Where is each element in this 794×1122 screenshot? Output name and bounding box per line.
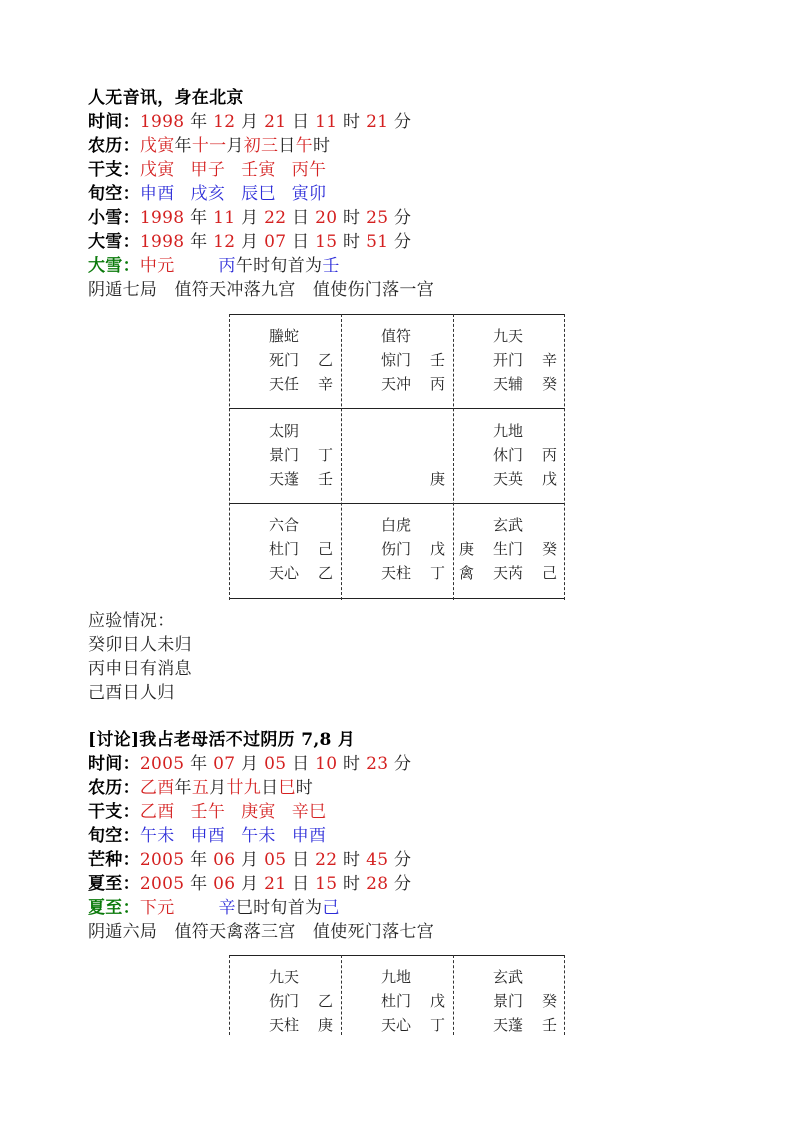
unit-minute: 分 xyxy=(394,232,412,252)
unit-month: 月 xyxy=(241,850,259,870)
section2-lunar-line xyxy=(88,776,313,800)
yuan-value: 中元 xyxy=(139,256,175,276)
term1-month: 06 xyxy=(213,850,236,870)
xunkong-label: 旬空： xyxy=(88,184,140,204)
palace-star-stem: 壬 xyxy=(542,1016,558,1034)
palace-star-stem: 辛 xyxy=(318,375,334,393)
palace-door-stem: 戊 xyxy=(430,992,446,1010)
ganzhi-label: 干支： xyxy=(88,160,140,180)
palace-star: 天冲 xyxy=(381,375,412,393)
palace-door-stem: 癸 xyxy=(542,992,558,1010)
grid-vline xyxy=(341,955,342,1035)
unit-hour: 时 xyxy=(295,778,313,798)
time-month: 12 xyxy=(213,112,236,132)
unit-year: 年 xyxy=(190,850,208,870)
unit-hour: 时 xyxy=(312,136,331,156)
grid-border-top xyxy=(229,314,565,315)
verification-label: 应验情况： xyxy=(88,611,175,631)
hour-stem: 辛 xyxy=(218,898,236,918)
unit-month: 月 xyxy=(241,754,259,774)
time-hour: 11 xyxy=(315,112,338,132)
unit-minute: 分 xyxy=(394,208,412,228)
unit-month: 月 xyxy=(241,208,259,228)
term2-label: 大雪： xyxy=(88,232,140,252)
time-year: 1998 xyxy=(139,112,185,132)
time-minute: 21 xyxy=(366,112,389,132)
lunar-hour: 巳 xyxy=(278,778,296,798)
unit-hour: 时 xyxy=(343,850,361,870)
palace-star: 天柱 xyxy=(381,564,412,582)
palace-star-stem: 丁 xyxy=(430,1016,446,1034)
time-label: 时间： xyxy=(88,112,140,132)
palace-extra-star: 禽 xyxy=(459,564,475,582)
term1-minute: 45 xyxy=(366,850,389,870)
palace-door: 景门 xyxy=(269,446,300,464)
palace-door-stem: 壬 xyxy=(430,351,446,369)
palace-extra-stem: 庚 xyxy=(459,540,475,558)
grid-vline xyxy=(229,955,230,1035)
palace-door: 伤门 xyxy=(381,540,412,558)
unit-day: 日 xyxy=(292,874,310,894)
palace-star: 天心 xyxy=(381,1016,412,1034)
section1-ganzhi-line xyxy=(88,158,326,182)
palace-star: 天辅 xyxy=(493,375,524,393)
lunar-year: 乙酉 xyxy=(139,778,175,798)
unit-minute: 分 xyxy=(394,112,412,132)
term1-day: 22 xyxy=(264,208,287,228)
grid-vline xyxy=(453,314,454,600)
time-hour: 10 xyxy=(315,754,338,774)
unit-year: 年 xyxy=(190,232,208,252)
yuan-value: 下元 xyxy=(139,898,175,918)
palace-center-stem: 庚 xyxy=(430,470,446,488)
palace-star-stem: 己 xyxy=(542,564,558,582)
term2-minute: 28 xyxy=(366,874,389,894)
xunshou-head: 己 xyxy=(322,898,340,918)
palace-star: 天心 xyxy=(269,564,300,582)
unit-day: 日 xyxy=(292,850,310,870)
palace-god: 九天 xyxy=(493,327,524,345)
palace-star-stem: 丁 xyxy=(430,564,446,582)
grid-divider xyxy=(229,408,565,409)
palace-god: 六合 xyxy=(269,516,300,534)
palace-god: 值符 xyxy=(381,327,412,345)
unit-year: 年 xyxy=(174,778,192,798)
ganzhi-hour: 丙午 xyxy=(291,160,327,180)
section2-term2-line xyxy=(88,872,411,896)
unit-month: 月 xyxy=(241,874,259,894)
xunkong-day: 午未 xyxy=(241,826,276,846)
palace-god: 白虎 xyxy=(381,516,412,534)
xunkong-hour: 申酉 xyxy=(291,826,327,846)
term2-year: 1998 xyxy=(139,232,185,252)
section1-lunar-line xyxy=(88,134,330,158)
ganzhi-year: 乙酉 xyxy=(139,802,175,822)
xunkong-label: 旬空： xyxy=(88,826,140,846)
unit-day: 日 xyxy=(278,136,296,156)
yuan-label: 夏至： xyxy=(88,898,140,918)
time-minute: 23 xyxy=(366,754,389,774)
unit-hour: 时 xyxy=(343,754,361,774)
lunar-month: 十一 xyxy=(191,136,227,156)
term1-hour: 20 xyxy=(315,208,338,228)
palace-door: 死门 xyxy=(269,351,300,369)
unit-month: 月 xyxy=(241,232,259,252)
palace-door-stem: 辛 xyxy=(542,351,558,369)
grid-divider xyxy=(229,503,565,504)
palace-door-stem: 丙 xyxy=(542,446,558,464)
time-year: 2005 xyxy=(139,754,185,774)
ganzhi-year: 戊寅 xyxy=(139,160,175,180)
unit-hour: 时 xyxy=(343,112,361,132)
palace-star-stem: 乙 xyxy=(318,564,334,582)
palace-door: 杜门 xyxy=(269,540,300,558)
ganzhi-month: 壬午 xyxy=(190,802,226,822)
unit-day: 日 xyxy=(261,778,279,798)
palace-star: 天蓬 xyxy=(269,470,300,488)
palace-god: 九地 xyxy=(381,968,412,986)
yuan-label: 大雪： xyxy=(88,256,140,276)
section2-yuan-line xyxy=(88,896,340,920)
unit-year: 年 xyxy=(190,754,208,774)
palace-door: 开门 xyxy=(493,351,524,369)
ganzhi-month: 甲子 xyxy=(190,160,226,180)
term1-year: 1998 xyxy=(139,208,185,228)
palace-door-stem: 戊 xyxy=(430,540,446,558)
section2-ganzhi-line xyxy=(88,800,326,824)
term1-hour: 22 xyxy=(315,850,338,870)
xunkong-year: 申酉 xyxy=(139,184,175,204)
palace-door-stem: 乙 xyxy=(318,992,334,1010)
time-month: 07 xyxy=(213,754,236,774)
ganzhi-hour: 辛巳 xyxy=(291,802,327,822)
unit-year: 年 xyxy=(190,208,208,228)
term2-hour: 15 xyxy=(315,874,338,894)
palace-door-stem: 丁 xyxy=(318,446,334,464)
palace-god: 玄武 xyxy=(493,516,524,534)
xunshou-text: 巳时旬首为 xyxy=(235,898,323,918)
unit-year: 年 xyxy=(190,874,208,894)
term2-year: 2005 xyxy=(139,874,185,894)
grid-vline xyxy=(341,314,342,600)
grid-border-bottom xyxy=(229,598,565,599)
section2-term1-line xyxy=(88,848,411,872)
palace-star: 天芮 xyxy=(493,564,524,582)
palace-door: 景门 xyxy=(493,992,524,1010)
palace-star: 天柱 xyxy=(269,1016,300,1034)
section1-xunkong-line xyxy=(88,182,326,206)
unit-minute: 分 xyxy=(394,754,412,774)
grid-border-top xyxy=(229,955,565,956)
hour-stem: 丙 xyxy=(218,256,236,276)
xunkong-month: 戌亥 xyxy=(190,184,226,204)
term1-label: 小雪： xyxy=(88,208,140,228)
palace-star: 天任 xyxy=(269,375,300,393)
term2-month: 12 xyxy=(213,232,236,252)
ganzhi-day: 壬寅 xyxy=(241,160,276,180)
unit-year: 年 xyxy=(190,112,208,132)
grid-vline xyxy=(453,955,454,1035)
section2-time-line xyxy=(88,752,411,776)
term1-label: 芒种： xyxy=(88,850,140,870)
unit-day: 日 xyxy=(292,112,310,132)
palace-door: 生门 xyxy=(493,540,524,558)
palace-door: 杜门 xyxy=(381,992,412,1010)
time-label: 时间： xyxy=(88,754,140,774)
unit-month: 月 xyxy=(241,112,259,132)
section2-ju-line: 阴遁六局 值符天禽落三宫 值使死门落七宫 xyxy=(88,922,434,942)
unit-hour: 时 xyxy=(343,208,361,228)
palace-door: 伤门 xyxy=(269,992,300,1010)
palace-door-stem: 己 xyxy=(318,540,334,558)
unit-hour: 时 xyxy=(343,874,361,894)
palace-god: 太阴 xyxy=(269,422,300,440)
time-day: 05 xyxy=(264,754,287,774)
xunkong-month: 申酉 xyxy=(190,826,226,846)
unit-year: 年 xyxy=(174,136,192,156)
verification-item: 癸卯日人未归 xyxy=(88,635,192,655)
unit-month: 月 xyxy=(209,778,227,798)
palace-door-stem: 乙 xyxy=(318,351,334,369)
unit-minute: 分 xyxy=(394,874,412,894)
lunar-month: 五 xyxy=(191,778,210,798)
grid-vline xyxy=(229,314,230,600)
xunkong-day: 辰巳 xyxy=(241,184,276,204)
section1-time-line xyxy=(88,110,411,134)
term1-minute: 25 xyxy=(366,208,389,228)
lunar-day: 廿九 xyxy=(226,778,262,798)
xunkong-year: 午未 xyxy=(139,826,175,846)
term1-month: 11 xyxy=(213,208,236,228)
palace-god: 玄武 xyxy=(493,968,524,986)
lunar-year: 戊寅 xyxy=(139,136,175,156)
unit-day: 日 xyxy=(292,208,310,228)
palace-star-stem: 丙 xyxy=(430,375,446,393)
section1-ju-line: 阴遁七局 值符天冲落九宫 值使伤门落一宫 xyxy=(88,280,434,300)
term2-label: 夏至： xyxy=(88,874,140,894)
unit-day: 日 xyxy=(292,754,310,774)
palace-star-stem: 癸 xyxy=(542,375,558,393)
unit-hour: 时 xyxy=(343,232,361,252)
verification-item: 丙申日有消息 xyxy=(88,659,192,679)
section1-term2-line xyxy=(88,230,411,254)
ganzhi-day: 庚寅 xyxy=(241,802,276,822)
lunar-label: 农历： xyxy=(88,778,140,798)
xunshou-head: 壬 xyxy=(322,256,340,276)
palace-door: 休门 xyxy=(493,446,524,464)
unit-day: 日 xyxy=(292,232,310,252)
palace-door: 惊门 xyxy=(381,351,412,369)
term1-year: 2005 xyxy=(139,850,185,870)
term2-day: 21 xyxy=(264,874,287,894)
xunkong-hour: 寅卯 xyxy=(291,184,327,204)
grid-vline xyxy=(564,955,565,1035)
palace-star-stem: 庚 xyxy=(318,1016,334,1034)
term2-hour: 15 xyxy=(315,232,338,252)
section1-yuan-line xyxy=(88,254,340,278)
palace-door-stem: 癸 xyxy=(542,540,558,558)
palace-god: 九地 xyxy=(493,422,524,440)
term1-day: 05 xyxy=(264,850,287,870)
lunar-label: 农历： xyxy=(88,136,140,156)
verification-item: 己酉日人归 xyxy=(88,683,175,703)
xunshou-text: 午时旬首为 xyxy=(235,256,323,276)
palace-star-stem: 戊 xyxy=(542,470,558,488)
grid-vline xyxy=(564,314,565,600)
lunar-hour: 午 xyxy=(295,136,313,156)
unit-month: 月 xyxy=(226,136,244,156)
section1-title: 人无音讯，身在北京 xyxy=(88,88,244,108)
unit-minute: 分 xyxy=(394,850,412,870)
section1-palace-grid xyxy=(229,314,565,600)
section2-title: [讨论]我占老母活不过阴历 7,8 月 xyxy=(88,730,356,750)
palace-star: 天蓬 xyxy=(493,1016,524,1034)
section2-palace-grid xyxy=(229,955,565,1035)
term2-minute: 51 xyxy=(366,232,389,252)
palace-god: 螣蛇 xyxy=(269,327,300,345)
palace-star-stem: 壬 xyxy=(318,470,334,488)
term2-day: 07 xyxy=(264,232,287,252)
palace-god: 九天 xyxy=(269,968,300,986)
section2-xunkong-line xyxy=(88,824,326,848)
ganzhi-label: 干支： xyxy=(88,802,140,822)
time-day: 21 xyxy=(264,112,287,132)
section1-term1-line xyxy=(88,206,411,230)
lunar-day: 初三 xyxy=(243,136,279,156)
palace-star: 天英 xyxy=(493,470,524,488)
term2-month: 06 xyxy=(213,874,236,894)
